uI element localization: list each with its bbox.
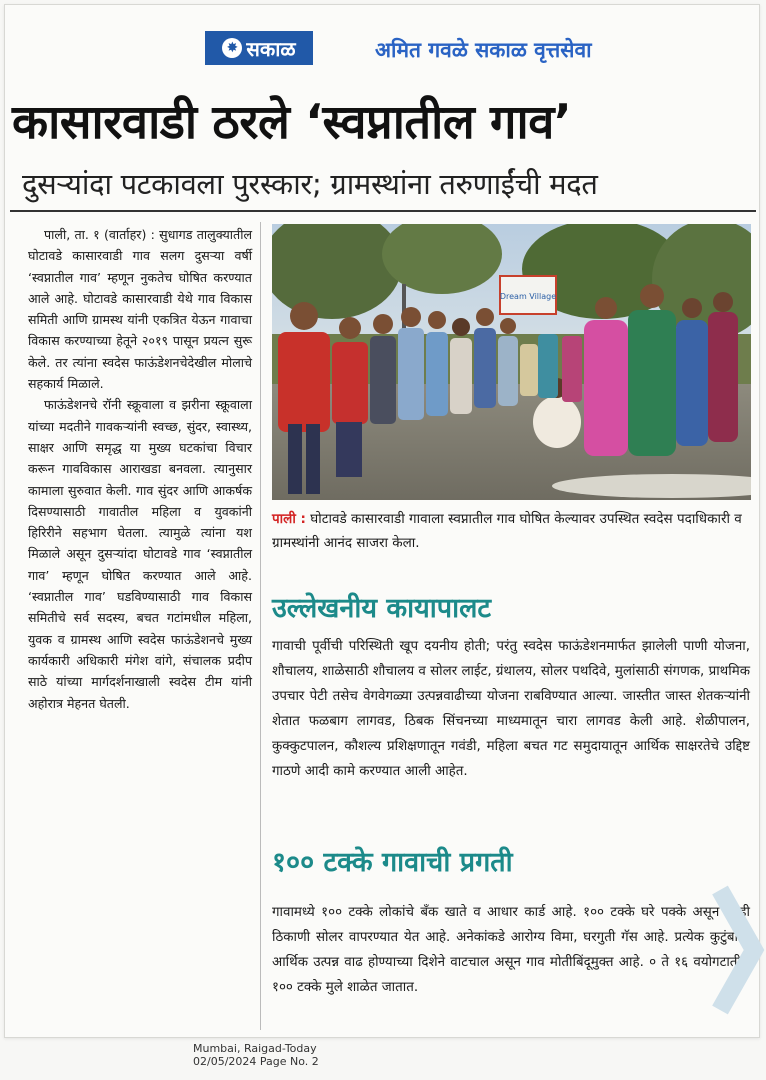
section-heading-progress: १०० टक्के गावाची प्रगती [272, 847, 513, 878]
article-paragraph: पाली, ता. १ (वार्ताहर) : सुधागड तालुक्यातील घोटावडे कासारवाडी गाव सलग दुसऱ्या वर्षी ‘स्वप्नातील गाव’ म्हणून नुकतेच घोषित करण्यात आले आहे. घोटावडे कासारवाडी येथे गाव विकास समिती आणि ग्रामस्थ यांनी एकत्रित येऊन गावाचा विकास करण्याच्या हेतूने २०१९ पासून प्रयत्न सुरू केले. तर त्यांना स्वदेस फाऊंडेशनचेदेखील मोलाचे सहकार्य मिळाले. [28, 227, 252, 392]
photo-banner-text: Dream Village [499, 292, 557, 301]
section-body-transformation: गावाची पूर्वीची परिस्थिती खूप दयनीय होती; परंतु स्वदेस फाऊंडेशनमार्फत झालेली पाणी योजना, शौचालय, शाळेसाठी शौचालय व सोलर लाईट, ग्रंथालय, सोलर पथदिवे, मुलांसाठी संगणक, प्राथमिक उपचार पेटी तसेच वेगवेगळ्या उत्पन्नवाढीच्या योजना राबविण्यात आल्या. जास्तीत जास्त शेतकऱ्यांनी शेतात फळबाग लागवड, ठिबक सिंचनच्या माध्यमातून चारा लागवड केली आहे. शेळीपालन, कुक्कुटपालन, कौशल्य प्रशिक्षणातून गवंडी, महिला बचत गट समुदायातून आर्थिक साक्षरतेचे उद्दिष्ट गाठणे आदी कामे करण्यात आली आहेत. [272, 639, 750, 779]
group-photo [272, 224, 751, 500]
section-heading-transformation: उल्लेखनीय कायापालट [272, 593, 492, 624]
sakal-emblem-icon: ✸ [222, 38, 242, 58]
sakal-logo [205, 31, 313, 65]
caption-place: पाली : [272, 511, 306, 527]
subheadline: दुसऱ्यांदा पटकावला पुरस्कार; ग्रामस्थांना तरुणाईंची मदत [22, 167, 598, 201]
headline: कासारवाडी ठरले ‘स्वप्नातील गाव’ [12, 95, 572, 150]
footer-edition-text: Mumbai, Raigad-Today [193, 1042, 317, 1055]
left-column-article [28, 224, 252, 714]
logo-text: सकाळ [246, 36, 296, 61]
group-photo-image [272, 224, 751, 500]
article-paragraph: फाऊंडेशनचे रॉनी स्क्रूवाला व झरीना स्क्रूवाला यांच्या मदतीने गावकऱ्यांनी स्वच्छ, सुंदर, स्वास्थ्य, साक्षर आणि समृद्ध या मुख्य घटकांचा विचार करून गावविकास आराखडा बनवला. त्यानुसार कामाला सुरुवात केली. गाव सुंदर आणि आकर्षक दिसण्यासाठी गावातील महिला व युवकांनी हिरिरीने सहभाग घेतला. त्यामुळे त्यांना यश मिळाले असून दुसऱ्यांदा घोटावडे गाव ‘स्वप्नातील गाव’ म्हणून घोषित करण्यात आले आहे. ‘स्वप्नातील गाव’ घडविण्यासाठी गाव विकास समितीचे सर्व सदस्य, बचत गटांमधील महिला, युवक व ग्रामस्थ आणि स्वदेस फाऊंडेशनचे मुख्य कार्यकारी अधिकारी मंगेश वांगे, संचालक प्रदीप साठे यांच्या मार्गदर्शनाखाली स्वदेस टीम यांनी अहोरात्र मेहनत घेतली. [28, 397, 252, 711]
column-divider [260, 222, 261, 1030]
headline-divider [10, 210, 756, 212]
byline: अमित गवळे सकाळ वृत्तसेवा [375, 38, 592, 62]
photo-caption [272, 507, 750, 555]
section-body-progress: गावामध्ये १०० टक्के लोकांचे बँक खाते व आधार कार्ड आहे. १०० टक्के घरे पक्के असून काही ठिकाणी सोलर वापरण्यात येत आहे. अनेकांकडे आरोग्य विमा, घरगुती गॅस आहे. प्रत्येक कुटुंबाची आर्थिक उत्पन्न वाढ होण्याच्या दिशेने वाटचाल असून गाव मोतीबिंदूमुक्त आहे. ० ते १६ वयोगटातील १०० टक्के मुले शाळेत जातात. [272, 905, 750, 995]
footer-edition [193, 1042, 319, 1068]
chevron-right-icon [706, 880, 766, 1020]
footer-date-page: 02/05/2024 Page No. 2 [193, 1055, 319, 1068]
caption-text: घोटावडे कासारवाडी गावाला स्वप्नातील गाव घोषित केल्यावर उपस्थित स्वदेस पदाधिकारी व ग्रामस्थांनी आनंद साजरा केला. [272, 511, 742, 551]
